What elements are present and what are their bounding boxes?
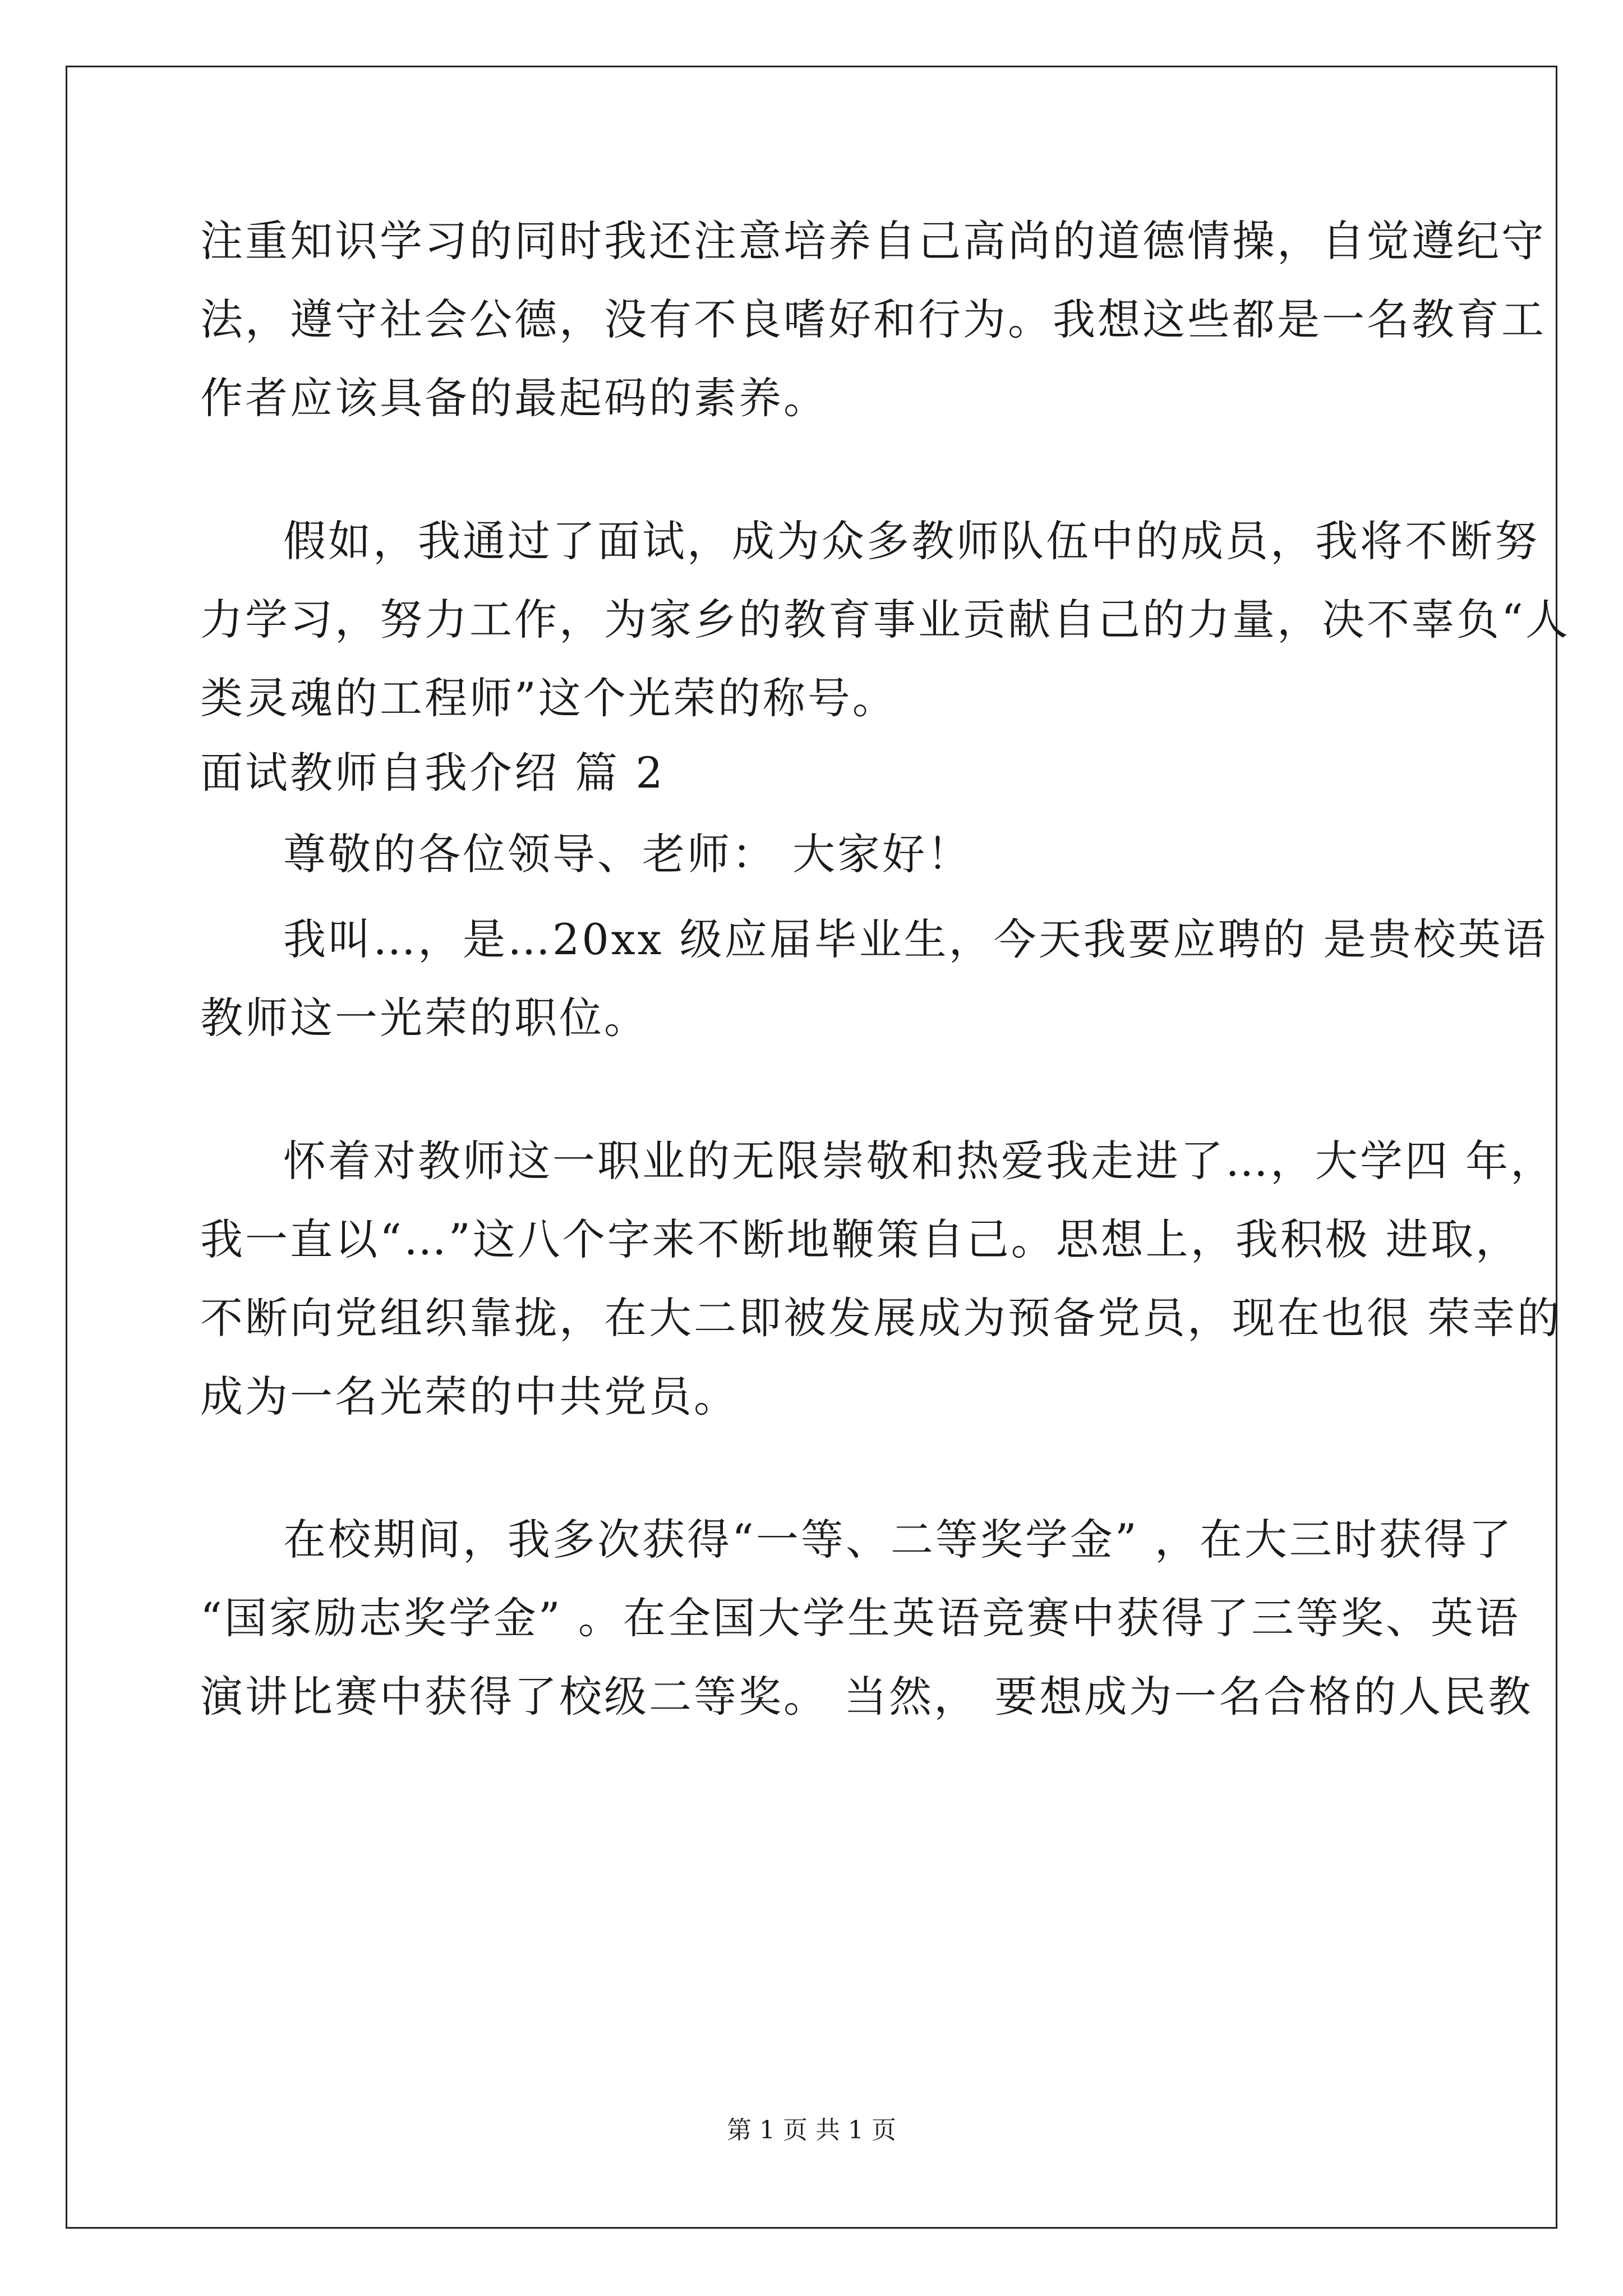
text-line: 成为一名光荣的中共党员。 <box>200 1372 739 1421</box>
paragraph-first-line: 怀着对教师这一职业的无限崇敬和热爱我走进了…，大学四 年， <box>283 1136 1556 1186</box>
section-heading: 面试教师自我介绍 篇 2 <box>200 748 665 798</box>
paragraph-first-line: 我叫…，是…20xx 级应届毕业生，今天我要应聘的 是贵校英语 <box>283 914 1548 964</box>
paragraph-first-line: 在校期间，我多次获得“一等、二等奖学金” ，在大三时获得了 <box>283 1515 1514 1565</box>
text-line: “国家励志奖学金” 。在全国大学生英语竞赛中获得了三等奖、英语 <box>200 1593 1520 1643</box>
text-line: 类灵魂的工程师”这个光荣的称号。 <box>200 673 897 723</box>
text-line: 演讲比赛中获得了校级二等奖。 当然， 要想成为一名合格的人民教 <box>200 1672 1533 1722</box>
paragraph-first-line: 假如，我通过了面试，成为众多教师队伍中的成员，我将不断努 <box>283 516 1539 566</box>
text-line: 教师这一光荣的职位。 <box>200 993 649 1043</box>
text-line: 法，遵守社会公德，没有不良嗜好和行为。我想这些都是一名教育工 <box>200 295 1546 344</box>
text-line: 注重知识学习的同时我还注意培养自己高尚的道德情操，自觉遵纪守 <box>200 216 1546 266</box>
greeting-line: 尊敬的各位领导、老师： 大家好！ <box>283 829 972 879</box>
text-line: 作者应该具备的最起码的素养。 <box>200 373 828 423</box>
text-line: 力学习，努力工作，为家乡的教育事业贡献自己的力量，决不辜负“人 <box>200 595 1570 645</box>
text-line: 不断向党组织靠拢，在大二即被发展成为预备党员，现在也很 荣幸的 <box>200 1293 1562 1343</box>
text-line: 我一直以“…”这八个字来不断地鞭策自己。思想上，我积极 进取， <box>200 1214 1520 1264</box>
page-footer: 第 1 页 共 1 页 <box>727 2116 896 2145</box>
